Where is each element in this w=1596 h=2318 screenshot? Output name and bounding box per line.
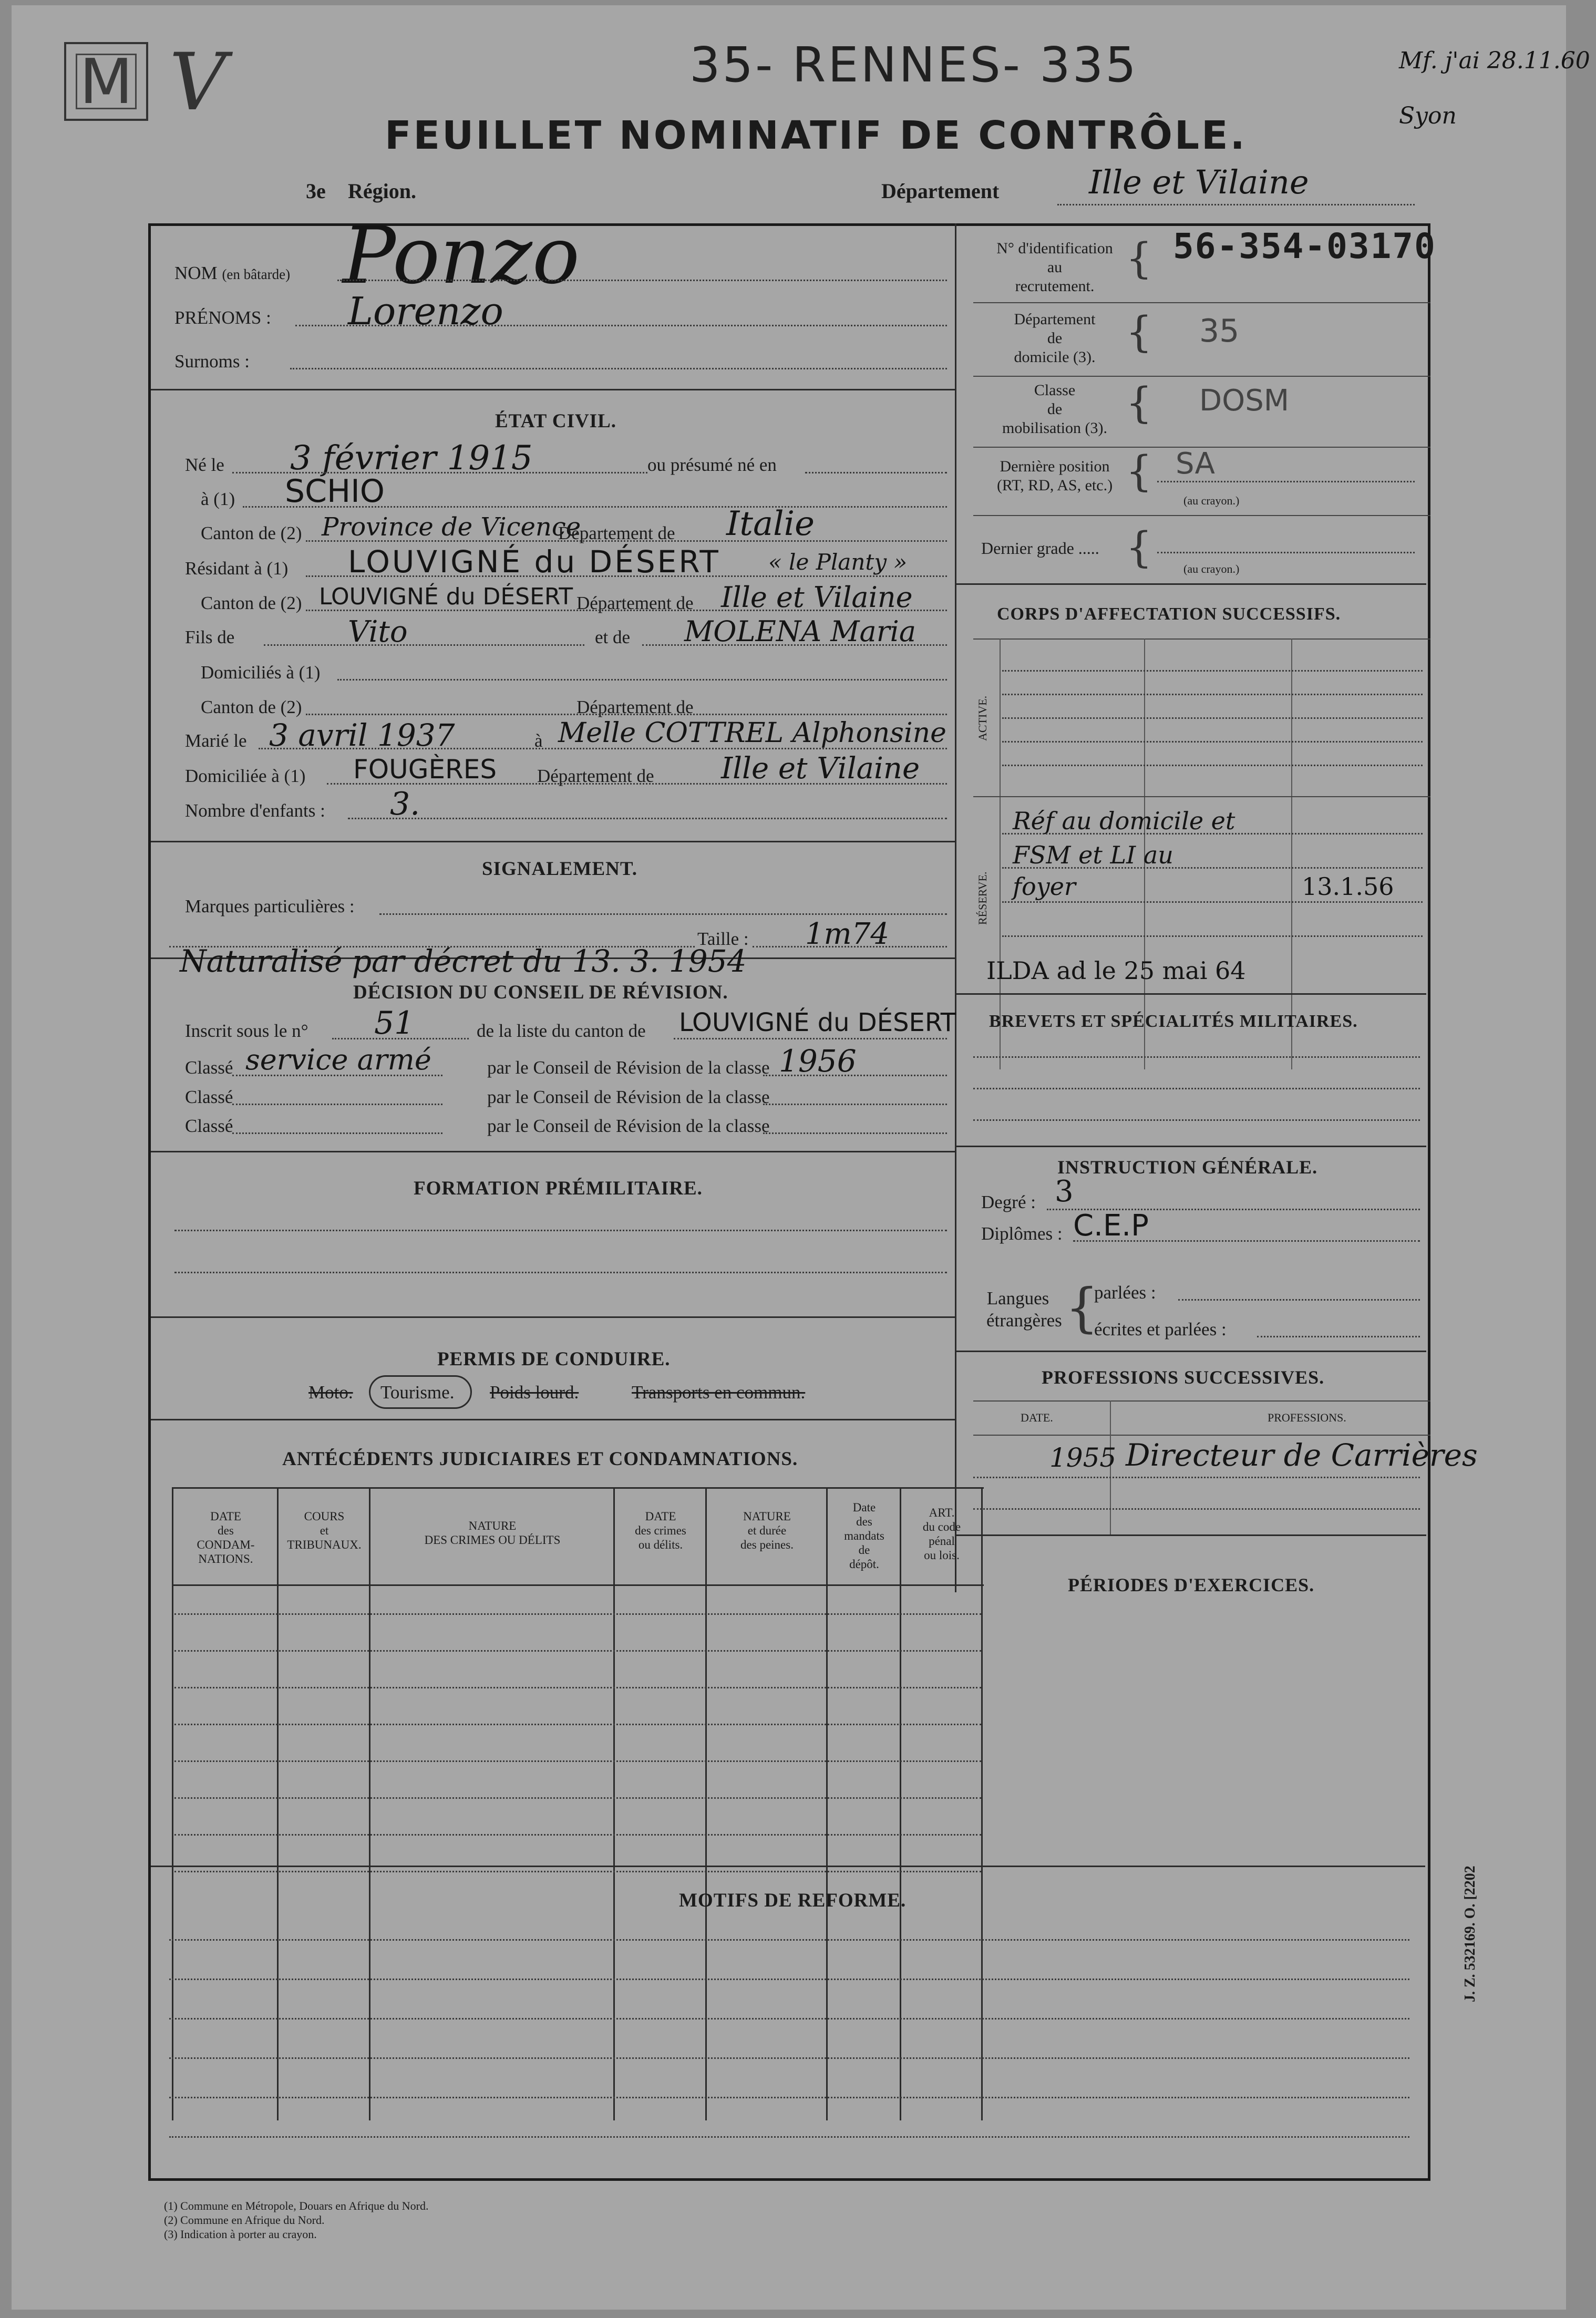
dept-value: Italie [726, 504, 815, 543]
classe1-label: Classé [185, 1057, 233, 1078]
dept-domicile-label: Département de domicile (3). [1014, 311, 1096, 366]
instruction-heading: INSTRUCTION GÉNÉRALE. [1057, 1157, 1318, 1178]
periodes-heading: PÉRIODES D'EXERCICES. [1068, 1574, 1315, 1595]
langues-label: Langues étrangères [986, 1288, 1062, 1331]
col-date-condamnations: DATE des CONDAM- NATIONS. [197, 1510, 255, 1565]
dept3-label: Département de [576, 697, 694, 717]
prenoms-label: PRÉNOMS : [174, 307, 271, 328]
etat-civil-heading: ÉTAT CIVIL. [495, 410, 617, 432]
active-label: ACTIVE. [976, 695, 989, 741]
prenoms-value: Lorenzo [348, 289, 503, 333]
inscrit-label: Inscrit sous le n° [185, 1021, 308, 1041]
classe1-year: 1956 [779, 1043, 857, 1079]
footnote-3: (3) Indication à porter au crayon. [164, 2228, 317, 2241]
handwritten-note: Mf. j'ai 28.11.60 [1399, 47, 1590, 74]
region-number: 3e [306, 179, 326, 203]
profession-value: Directeur de Carrières [1126, 1437, 1478, 1473]
classe-mob-label: Classe de mobilisation (3). [1002, 382, 1107, 437]
col-professions: PROFESSIONS. [1268, 1411, 1346, 1424]
par1-label: par le Conseil de Révision de la classe [487, 1057, 770, 1078]
marques-label: Marques particulières : [185, 896, 355, 916]
classe3-label: Classé [185, 1116, 233, 1136]
professions-heading: PROFESSIONS SUCCESSIVES. [1042, 1367, 1325, 1388]
presume-label: ou présumé né en [647, 455, 777, 475]
formation-heading: FORMATION PRÉMILITAIRE. [414, 1178, 703, 1199]
degre-value: 3 [1055, 1175, 1074, 1209]
enfants-value: 3. [390, 786, 420, 822]
derniere-position-value: SA [1176, 447, 1215, 481]
resident-value: LOUVIGNÉ du DÉSERT [348, 544, 720, 580]
dept2-label: Département de [576, 593, 694, 613]
a-label: à (1) [201, 489, 235, 509]
taille-value: 1m74 [805, 917, 889, 951]
ident-label: N° d'identification au recrutement. [996, 240, 1113, 295]
ilda-note: ILDA ad le 25 mai 64 [986, 956, 1246, 985]
permis-moto: Moto. [308, 1382, 353, 1403]
derniere-position-label: Dernière position (RT, RD, AS, etc.) [996, 458, 1113, 494]
region-label: Région. [348, 179, 416, 203]
marie-a-label: à [534, 730, 543, 751]
col-date: DATE. [1021, 1411, 1053, 1424]
enfants-label: Nombre d'enfants : [185, 800, 325, 821]
au-crayon-2: (au crayon.) [1183, 562, 1240, 575]
par2-label: par le Conseil de Révision de la classe [487, 1087, 770, 1107]
canton-value: Province de Vicence [322, 512, 581, 542]
handwritten-code: 35- RENNES- 335 [689, 37, 1138, 93]
diplomes-label: Diplômes : [981, 1223, 1063, 1244]
footnote-1: (1) Commune en Métropole, Douars en Afrique du Nord. [164, 2199, 429, 2212]
permis-transports: Transports en commun. [632, 1382, 806, 1403]
inscrit-value: 51 [374, 1005, 415, 1042]
document-page: M V 35- RENNES- 335 Mf. j'ai 28.11.60 Syon FEUILLET NOMINATIF DE CONTRÔLE. 3e Région. Département Ille et Vilaine NOM (en bâtarde) Ponzo PRÉNOMS : Lorenzo Surnoms : ÉTAT CIVIL. Né le 3 février 1915 ou présumé né en à (1) SCHIO Canton de (2) Province de Vicence Département de Italie Résidant à (1) LOUVIGNÉ du DÉSERT « le Planty » Canton de (2) LOUVIGNÉ du DÉSERT Département de Ille et Vilaine Fils de Vito et de MOLENA Maria Domiciliés à (1) Canton de (2) Département de Marié le 3 avril 1937 à Melle COTTREL Alphonsine Domiciliée à (1) FOUGÈRES Département de Ille et Vilaine Nombre d'enfants : 3. SIGNALEMENT. Marques particulières : Taille : 1m74 Naturalisé par décret du 13. 3. 1954 DÉCISION DU CONSEIL DE RÉVISION. Inscrit sous le n° 51 de la liste du canton de LOUVIGNÉ du DÉSERT Classé service armé par le Conseil de Révision de la classe 1956 Classé par le Conseil de Révision de la classe Classé par le Conseil de Révision de la classe FORMATION PRÉMILITAIRE. PERMIS DE CONDUIRE. Moto. Tourisme. Poids lourd. Transports en commun. ANTÉCÉDENTS JUDICIAIRES ET CONDAMNATIONS. DATE des CONDAM- NATIONS. COURS et TRIBUNAUX. NATURE DES CRIMES OU DÉLITS DATE des crimes ou délits. NATURE et durée des peines. Date des mandats de dépôt. ART. du code pénal ou lois. N° d'identification au recrutement. { 56-354-03170 Département de domicile (3). { 35 Classe de mobilisation (3). { DOSM Dernière position (RT, RD, AS, etc.) { SA (au crayon.) Dernier grade ..... { (au crayon.) CORPS D'AFFECTATION SUCCESSIFS. ACTIVE. RÉSERVE. Réf au domicile et FSM et LI au foyer 13.1.56 ILDA ad le 25 mai 64 BREVETS ET SPÉCIALITÉS MILITAIRES. INSTRUCTION GÉNÉRALE. Degré : 3 Diplômes : C.E.P Langues étrangères { parlées : écrites et parlées : PROFESSIONS SUCCESSIVES. DATE. PROFESSIONS. 1955 Directeur de Carrières PÉRIODES D'EXERCICES. MOTIFS DE REFORME. J. Z. 532169. O. [2202 (1) Commune en Métropole, Douars en Afrique du Nord. (2) Commune en Afrique du Nord. (3) Indication à porter au crayon. [12, 5, 1566, 2310]
marie-a-value: Melle COTTREL Alphonsine [558, 717, 946, 749]
canton2-label: Canton de (2) [201, 593, 302, 613]
surnoms-label: Surnoms : [174, 351, 250, 372]
permis-poids-lourd: Poids lourd. [490, 1382, 579, 1403]
ne-le-label: Né le [185, 455, 224, 475]
domicilies-label: Domiciliés à (1) [201, 662, 321, 683]
permis-tourisme: Tourisme. [380, 1382, 455, 1403]
et-de-value: MOLENA Maria [684, 615, 917, 648]
dept-label: Département de [558, 523, 675, 543]
ecrites-label: écrites et parlées : [1094, 1319, 1227, 1340]
classe2-label: Classé [185, 1087, 233, 1107]
col-mandats: Date des mandats de dépôt. [844, 1501, 884, 1571]
degre-label: Degré : [981, 1192, 1036, 1212]
domiciliee-value: FOUGÈRES [353, 754, 497, 785]
motifs-heading: MOTIFS DE REFORME. [679, 1890, 907, 1911]
reserve-date: 13.1.56 [1302, 872, 1394, 901]
canton-label: Canton de (2) [201, 523, 302, 543]
handwritten-initials: Syon [1399, 102, 1457, 129]
form-code: J. Z. 532169. O. [2202 [1462, 1866, 1478, 2002]
taille-label: Taille : [697, 929, 749, 949]
antecedents-heading: ANTÉCÉDENTS JUDICIAIRES ET CONDAMNATIONS. [282, 1448, 798, 1470]
reserve-line-1: Réf au domicile et [1013, 807, 1235, 835]
corps-heading: CORPS D'AFFECTATION SUCCESSIFS. [997, 604, 1341, 624]
profession-date: 1955 [1049, 1443, 1117, 1473]
canton2-value: LOUVIGNÉ du DÉSERT [319, 583, 573, 610]
page-title: FEUILLET NOMINATIF DE CONTRÔLE. [385, 113, 1247, 158]
naturalisation-note: Naturalisé par décret du 13. 3. 1954 [180, 943, 747, 979]
conseil-heading: DÉCISION DU CONSEIL DE RÉVISION. [353, 982, 728, 1003]
liste-value: LOUVIGNÉ du DÉSERT [679, 1008, 956, 1037]
ident-value: 56-354-03170 [1173, 226, 1436, 266]
reserve-label: RÉSERVE. [976, 871, 989, 925]
m-stamp: M [64, 42, 148, 121]
au-crayon-1: (au crayon.) [1183, 494, 1240, 507]
canton3-label: Canton de (2) [201, 697, 302, 717]
par3-label: par le Conseil de Révision de la classe [487, 1116, 770, 1136]
marie-value: 3 avril 1937 [269, 717, 455, 753]
col-article: ART. du code pénal ou lois. [922, 1506, 961, 1562]
marie-label: Marié le [185, 730, 247, 751]
resident-label: Résidant à (1) [185, 558, 289, 579]
departement-label: Département [881, 179, 1000, 203]
fils-value: Vito [348, 615, 408, 649]
brevets-heading: BREVETS ET SPÉCIALITÉS MILITAIRES. [989, 1012, 1358, 1031]
check-mark: V [169, 37, 226, 128]
nom-label: NOM (en bâtarde) [174, 263, 291, 283]
dept4-value: Ille et Vilaine [721, 751, 920, 786]
parlees-label: parlées : [1094, 1282, 1156, 1303]
liste-label: de la liste du canton de [477, 1021, 646, 1041]
footnote-2: (2) Commune en Afrique du Nord. [164, 2213, 325, 2227]
classe-mob-value: DOSM [1199, 384, 1290, 418]
col-date-crimes: DATE des crimes ou délits. [635, 1510, 686, 1551]
col-nature-peines: NATURE et durée des peines. [740, 1510, 794, 1551]
col-nature-crimes: NATURE DES CRIMES OU DÉLITS [424, 1519, 561, 1547]
col-cours-tribunaux: COURS et TRIBUNAUX. [287, 1510, 362, 1551]
diplomes-value: C.E.P [1073, 1209, 1149, 1243]
a-value: SCHIO [285, 473, 385, 510]
domiciliee-label: Domiciliée à (1) [185, 766, 306, 786]
classe1-value: service armé [245, 1043, 431, 1076]
nom-value: Ponzo [343, 210, 580, 302]
dernier-grade-label: Dernier grade ..... [981, 539, 1099, 558]
departement-value: Ille et Vilaine [1089, 163, 1309, 201]
fils-label: Fils de [185, 627, 235, 647]
dept-domicile-value: 35 [1199, 313, 1240, 349]
resident-extra: « le Planty » [768, 549, 908, 575]
ne-le-value: 3 février 1915 [290, 439, 533, 478]
dept2-value: Ille et Vilaine [721, 581, 913, 614]
reserve-line-3: foyer [1013, 872, 1076, 901]
reserve-line-2: FSM et LI au [1013, 841, 1173, 869]
signalement-heading: SIGNALEMENT. [482, 858, 638, 880]
permis-heading: PERMIS DE CONDUIRE. [437, 1348, 671, 1370]
dept4-label: Département de [537, 766, 654, 786]
et-de-label: et de [595, 627, 631, 647]
